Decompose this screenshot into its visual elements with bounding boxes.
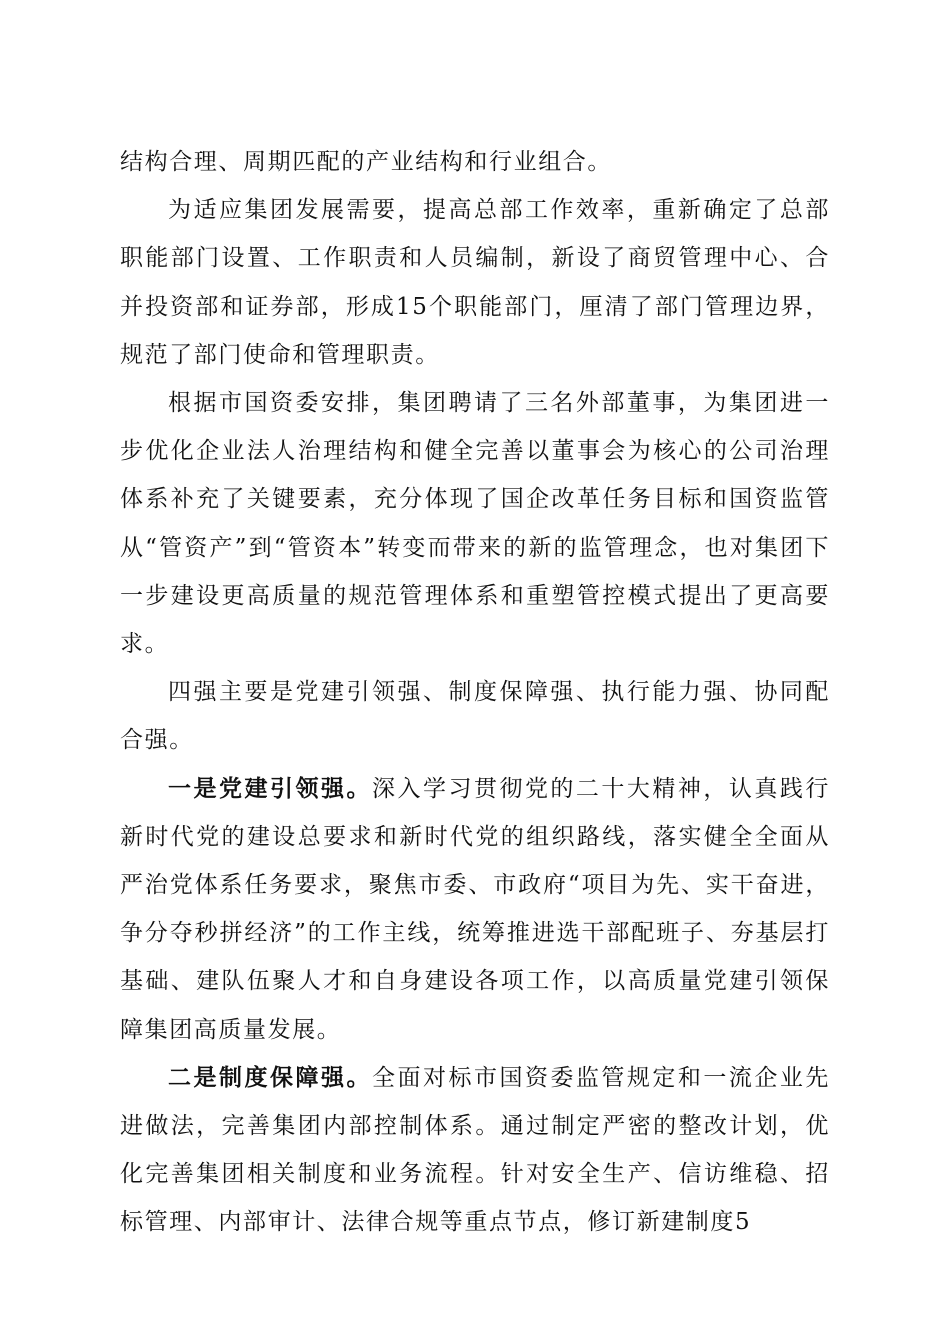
paragraph-lead-heading: 二是制度保障强。: [168, 1064, 372, 1091]
paragraph-continuation: [120, 138, 830, 186]
paragraph-institutional-guarantee: [120, 1054, 830, 1247]
paragraph-text: 深入学习贯彻党的二十大精神，认真践行新时代党的建设总要求和新时代党的组织路线，落实健全全面从严治党体系任务要求，聚焦市委、市政府“项目为先、实干奋进，争分夺秒拼经济”的工作主线，统筹推进选干部配班子、夯基层打基础、建队伍聚人才和自身建设各项工作，以高质量党建引领保障集团高质量发展。: [120, 775, 830, 1043]
paragraph-text: 四强主要是党建引领强、制度保障强、执行能力强、协同配合强。: [120, 679, 830, 754]
paragraph-party-building: [120, 765, 830, 1054]
paragraph-text: 根据市国资委安排，集团聘请了三名外部董事，为集团进一步优化企业法人治理结构和健全完善以董事会为核心的公司治理体系补充了关键要素，充分体现了国企改革任务目标和国资监管从“管资产”到“管资本”转变而带来的新的监管理念，也对集团下一步建设更高质量的规范管理体系和重塑管控模式提出了更高要求。: [120, 390, 830, 658]
paragraph-text: 结构合理、周期匹配的产业结构和行业组合。: [120, 149, 612, 175]
paragraph-department-restructure: [120, 186, 830, 379]
paragraph-text: 为适应集团发展需要，提高总部工作效率，重新确定了总部职能部门设置、工作职责和人员编制，新设了商贸管理中心、合并投资部和证券部，形成15个职能部门，厘清了部门管理边界，规范了部门使命和管理职责。: [120, 197, 830, 368]
paragraph-four-strengths: [120, 668, 830, 764]
paragraph-lead-heading: 一是党建引领强。: [168, 775, 372, 802]
document-body: [120, 138, 830, 1247]
paragraph-text: 全面对标市国资委监管规定和一流企业先进做法，完善集团内部控制体系。通过制定严密的整改计划，优化完善集团相关制度和业务流程。针对安全生产、信访维稳、招标管理、内部审计、法律合规等重点节点，修订新建制度5: [120, 1064, 830, 1236]
paragraph-external-directors: [120, 379, 830, 668]
